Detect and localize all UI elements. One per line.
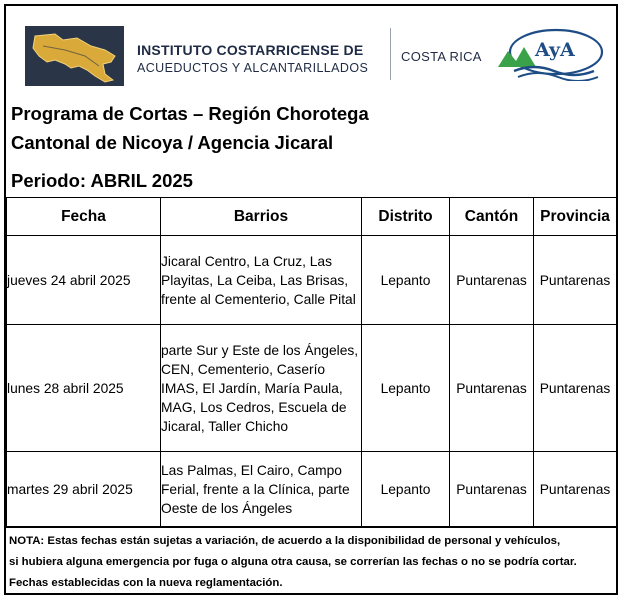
cell-distrito: Lepanto bbox=[362, 452, 450, 527]
cell-distrito: Lepanto bbox=[362, 325, 450, 452]
header-divider bbox=[390, 28, 391, 80]
note-line-1: NOTA: Estas fechas están sujetas a variación, de acuerdo a la disponibilidad de personal y vehículos, bbox=[9, 535, 561, 547]
schedule-sheet bbox=[4, 4, 618, 595]
map-icon bbox=[25, 26, 124, 86]
institution-name-line2: ACUEDUCTOS Y ALCANTARILLADOS bbox=[137, 61, 369, 75]
cell-barrios: Jicaral Centro, La Cruz, Las Playitas, La Ceiba, Las Brisas, frente al Cementerio, Calle Pital bbox=[161, 236, 362, 325]
cell-canton: Puntarenas bbox=[450, 236, 534, 325]
cell-canton: Puntarenas bbox=[450, 325, 534, 452]
note-line-2: si hubiera alguna emergencia por fuga o alguna otra causa, se correrían las fechas o no se podría cortar. bbox=[9, 556, 577, 568]
cell-barrios: parte Sur y Este de los Ángeles, CEN, Cementerio, Caserío IMAS, El Jardín, María Paula, MAG, Los Cedros, Escuela de Jicaral, Taller Chicho bbox=[161, 325, 362, 452]
cell-provincia: Puntarenas bbox=[534, 236, 617, 325]
program-title: Programa de Cortas – Región Chorotega bbox=[11, 103, 369, 124]
country-label: COSTA RICA bbox=[401, 49, 482, 64]
cell-fecha: lunes 28 abril 2025 bbox=[7, 325, 161, 452]
cell-fecha: martes 29 abril 2025 bbox=[7, 452, 161, 527]
cell-provincia: Puntarenas bbox=[534, 452, 617, 527]
table-row bbox=[7, 236, 617, 325]
header bbox=[6, 6, 616, 99]
column-header-provincia: Provincia bbox=[534, 198, 617, 236]
schedule-table bbox=[6, 197, 617, 527]
table-header-row bbox=[7, 198, 617, 236]
column-header-barrios: Barrios bbox=[161, 198, 362, 236]
cell-canton: Puntarenas bbox=[450, 452, 534, 527]
institution-name-line1: INSTITUTO COSTARRICENSE DE bbox=[137, 42, 364, 58]
cell-provincia: Puntarenas bbox=[534, 325, 617, 452]
column-header-fecha: Fecha bbox=[7, 198, 161, 236]
costa-rica-map-logo bbox=[25, 26, 124, 86]
cell-fecha: jueves 24 abril 2025 bbox=[7, 236, 161, 325]
column-header-canton: Cantón bbox=[450, 198, 534, 236]
cell-distrito: Lepanto bbox=[362, 236, 450, 325]
note-line-3: Fechas establecidas con la nueva reglamentación. bbox=[9, 577, 283, 589]
canton-title: Cantonal de Nicoya / Agencia Jicaral bbox=[11, 132, 334, 153]
period-title: Periodo: ABRIL 2025 bbox=[11, 170, 193, 191]
table-row bbox=[7, 452, 617, 527]
table-row bbox=[7, 325, 617, 452]
column-header-distrito: Distrito bbox=[362, 198, 450, 236]
notes-section bbox=[6, 527, 616, 594]
aya-logo-text: AyA bbox=[535, 39, 575, 61]
cell-barrios: Las Palmas, El Cairo, Campo Ferial, frente a la Clínica, parte Oeste de los Ángeles bbox=[161, 452, 362, 527]
